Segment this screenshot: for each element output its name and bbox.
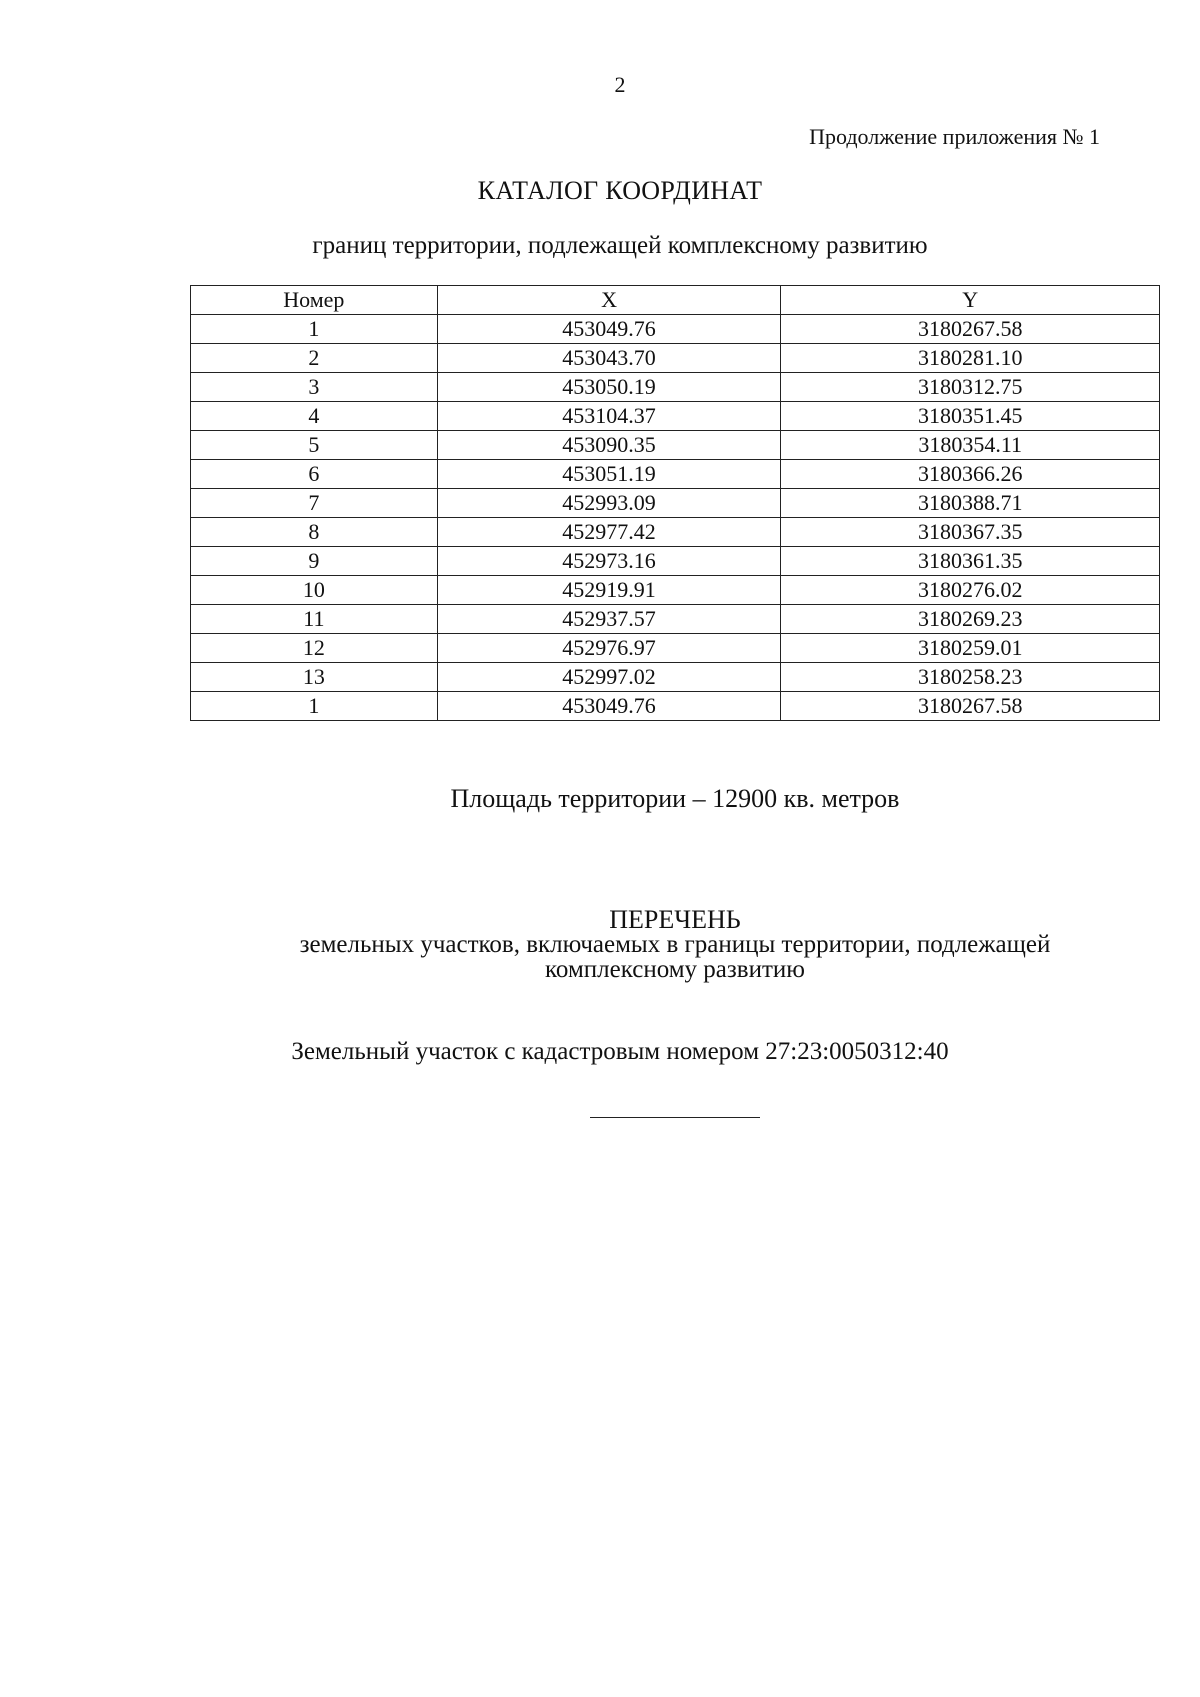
list-subtitle-line-2: комплексному развитию	[545, 956, 805, 983]
table-row	[191, 344, 1160, 373]
cell-x: 453049.76	[437, 315, 781, 344]
cell-number: 1	[191, 315, 438, 344]
column-header-x: X	[437, 286, 781, 315]
territory-area: Площадь территории – 12900 кв. метров	[450, 784, 900, 813]
table-row	[191, 315, 1160, 344]
parcel-list-heading	[220, 907, 1130, 982]
cell-x: 452937.57	[437, 605, 781, 634]
cell-y: 3180388.71	[781, 489, 1160, 518]
cell-x: 453104.37	[437, 402, 781, 431]
cell-y: 3180361.35	[781, 547, 1160, 576]
cell-x: 453090.35	[437, 431, 781, 460]
cell-x: 452976.97	[437, 634, 781, 663]
cell-number: 4	[191, 402, 438, 431]
cell-x: 452993.09	[437, 489, 781, 518]
cell-x: 452977.42	[437, 518, 781, 547]
table-row	[191, 431, 1160, 460]
cell-x: 452973.16	[437, 547, 781, 576]
list-subtitle-line-1: земельных участков, включаемых в границы территории, подлежащей	[299, 931, 1051, 958]
cell-y: 3180281.10	[781, 344, 1160, 373]
cell-y: 3180367.35	[781, 518, 1160, 547]
table-row	[191, 692, 1160, 721]
cell-y: 3180259.01	[781, 634, 1160, 663]
cell-number: 6	[191, 460, 438, 489]
table-row	[191, 547, 1160, 576]
cell-y: 3180267.58	[781, 315, 1160, 344]
cell-x: 453051.19	[437, 460, 781, 489]
cell-y: 3180267.58	[781, 692, 1160, 721]
cell-number: 1	[191, 692, 438, 721]
cell-y: 3180276.02	[781, 576, 1160, 605]
cell-x: 452997.02	[437, 663, 781, 692]
appendix-note: Продолжение приложения № 1	[809, 124, 1100, 149]
table-body	[191, 315, 1160, 721]
table-row	[191, 402, 1160, 431]
table-row	[191, 634, 1160, 663]
cell-y: 3180258.23	[781, 663, 1160, 692]
cell-number: 11	[191, 605, 438, 634]
catalog-subtitle: границ территории, подлежащей комплексному развитию	[312, 232, 928, 259]
table-row	[191, 489, 1160, 518]
table-row	[191, 518, 1160, 547]
cell-number: 3	[191, 373, 438, 402]
list-title: ПЕРЕЧЕНЬ	[609, 905, 741, 934]
cell-y: 3180366.26	[781, 460, 1160, 489]
cell-x: 453050.19	[437, 373, 781, 402]
cell-y: 3180312.75	[781, 373, 1160, 402]
cell-x: 453049.76	[437, 692, 781, 721]
cell-y: 3180351.45	[781, 402, 1160, 431]
cell-number: 8	[191, 518, 438, 547]
coordinates-table	[190, 285, 1160, 721]
cell-number: 2	[191, 344, 438, 373]
catalog-title: КАТАЛОГ КООРДИНАТ	[477, 176, 763, 205]
table-row	[191, 373, 1160, 402]
column-header-y: Y	[781, 286, 1160, 315]
cell-number: 7	[191, 489, 438, 518]
cell-number: 12	[191, 634, 438, 663]
cell-y: 3180269.23	[781, 605, 1160, 634]
table-row	[191, 663, 1160, 692]
cell-number: 9	[191, 547, 438, 576]
cell-x: 453043.70	[437, 344, 781, 373]
page-number: 2	[614, 72, 626, 97]
cadastral-parcel: Земельный участок с кадастровым номером 27:23:0050312:40	[291, 1038, 949, 1065]
table-row	[191, 605, 1160, 634]
cell-y: 3180354.11	[781, 431, 1160, 460]
cell-number: 13	[191, 663, 438, 692]
cell-number: 5	[191, 431, 438, 460]
cell-number: 10	[191, 576, 438, 605]
table-row	[191, 576, 1160, 605]
cell-x: 452919.91	[437, 576, 781, 605]
column-header-number: Номер	[191, 286, 438, 315]
end-divider	[590, 1117, 760, 1118]
table-row	[191, 460, 1160, 489]
table-header-row	[191, 286, 1160, 315]
